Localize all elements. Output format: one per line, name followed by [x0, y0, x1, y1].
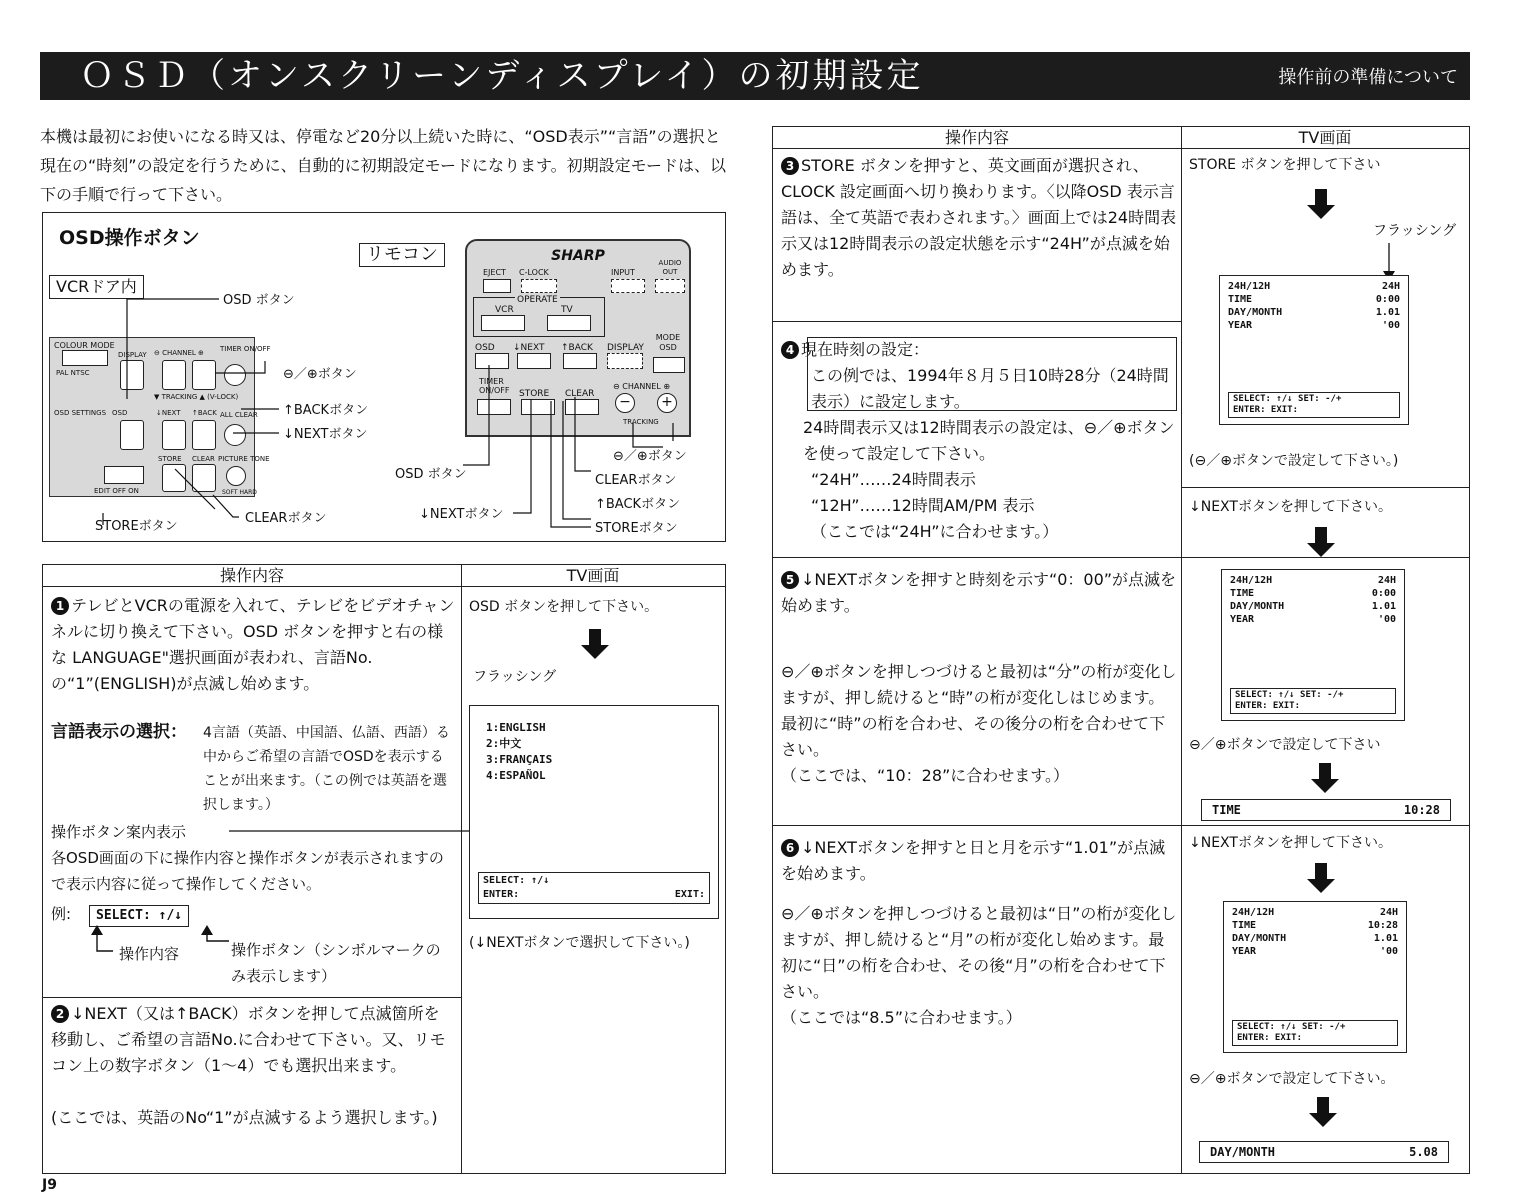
- button-label: 操作ボタン（シンボルマークのみ表示します）: [231, 941, 441, 985]
- tv-date-strip: DAY/MONTH 5.08: [1199, 1141, 1449, 1163]
- right-procedure-table: 操作内容 TV画面 3 STORE ボタンを押すと、英文画面が選択され、CLOCK 設定画面へ切り換わります。〈以降OSD 表示言語は、全て英語で表わされます。〉画面上では24時間表示又は12時間表示の設定状態を示す“24H”が点滅を始めます。 4 現在時刻の設定： この例では、1994年８月５日10時28分（24時間表示）に設定します。 24時間表示又は12時間表示の設定は、⊖／⊕ボタンを使って設定して下さい。 “24H”……24時間表示 “12H”……12時間AM/PM 表示 （ここでは“24H”に合わせます。） 5 ↓NEXTボタンを押すと時刻を示す“0：00”が点滅を始めます。 ⊖／⊕ボタンを押しつづけると最初は“分”の桁が変化しますが、押し続けると“時”の桁が変化しはじめます。最初に“時”の桁を合わせ、その後分の桁を合わせて下さい。 （ここでは、“10：28”に合わせます。） 6 ↓NEXTボタンを押すと日と月を示す“1.01”が点滅を始めます。 ⊖／⊕ボタンを押しつづけると最初は“日”の桁が変化しますが、押し続けると“月”の桁が変化し始めます。最初に“日”の桁を合わせ、その後“月”の桁を合わせて下さい。 （ここでは“8.5”に合わせます。） STORE ボタンを押して下さい フラッシング 24H/12H 24H TIME 0:00 DAY/MONTH 1.01 YEAR '00 SELECT: ↑/↓ SET: -/+ ENTER: EXIT: (⊖／⊕ボタンで設定して下さい。) ↓NEXTボタンを押して下さい。 24H/12H 24H TIME 0:00 DAY/MONTH 1.01 YEAR '00 SELECT: ↑/↓ SET: -/+ ENTER: EXIT: ⊖／⊕ボタンで設定して下さい TIME 10:28 ↓NEXTボタンを押して下さい。 24H/12H 24H TIME 10:28 DAY/MONTH 1.01 YEAR '00 SELECT: ↑/↓ SET: -/+ ENTER: EXIT: ⊖／⊕ボタンで設定して下さい。 DAY/MONTH 5.08: [772, 126, 1470, 1174]
- page-header: [40, 52, 1470, 100]
- step6-text2: ⊖／⊕ボタンを押しつづけると最初は“日”の桁が変化しますが、押し続けると“月”の桁が変化し始めます。最初に“日”の桁を合わせ、その後“月”の桁を合わせて下さい。: [781, 904, 1177, 1001]
- step4-text: 24時間表示又は12時間表示の設定は、⊖／⊕ボタンを使って設定して下さい。: [803, 418, 1175, 463]
- callout-minusplus: ⊖／⊕ボタン: [283, 367, 357, 382]
- callout-osd: OSD ボタン: [223, 293, 295, 308]
- callout-clear: CLEARボタン: [245, 511, 327, 526]
- tv1-note: (↓NEXTボタンで選択して下さい。): [469, 935, 690, 951]
- intro-text: 本機は最初にお使いになる時又は、停電など20分以上続いた時に、“OSD表示”“言語”の選択と現在の“時刻”の設定を行うために、自動的に初期設定モードになります。初期設定モードは、以下の手順で行って下さい。: [40, 127, 727, 204]
- col-header-tv-right: TV画面: [1181, 127, 1469, 149]
- remote-plus-button[interactable]: +: [657, 393, 677, 413]
- tv3-note: (⊖／⊕ボタンで設定して下さい。): [1189, 453, 1399, 469]
- tv5-note: ⊖／⊕ボタンで設定して下さい: [1189, 737, 1381, 753]
- vcr-door-image: COLOUR MODE PAL NTSC DISPLAY ⊖ CHANNEL ⊕ TIMER ON/OFF ▼ TRACKING ▲ (V-LOCK) OSD SETTINGS OSD ↓NEXT ↑BACK ALL CLEAR STORE CLEAR PICTURE TONE SOFT HARD EDIT OFF ON: [49, 337, 255, 497]
- callout-next: ↓NEXTボタン: [283, 427, 368, 442]
- step6-text: 6 ↓NEXTボタンを押すと日と月を示す“1.01”が点滅を始めます。: [781, 838, 1166, 883]
- panel-title: OSD操作ボタン: [59, 227, 200, 249]
- tv3-caption: STORE ボタンを押して下さい: [1189, 157, 1381, 173]
- step5-text: 5 ↓NEXTボタンを押すと時刻を示す“0：00”が点滅を始めます。: [781, 570, 1177, 615]
- tv5-caption: ↓NEXTボタンを押して下さい。: [1189, 499, 1392, 515]
- col-header-operation: 操作内容: [43, 565, 461, 587]
- guide-text: 各OSD画面の下に操作内容と操作ボタンが表示されますので表示内容に従って操作してください。: [51, 849, 444, 893]
- step1-text: 1 テレビとVCRの電源を入れて、テレビをビデオチャンネルに切り換えて下さい。OSD ボタンを押すと右の様な LANGUAGE"選択画面が表われ、言語No.の“1”(ENGLISH)が点滅し始めます。: [51, 596, 455, 693]
- guide-heading: 操作ボタン案内表示: [51, 823, 187, 841]
- flashing-label: フラッシング: [473, 669, 557, 685]
- page-title: ＯＳＤ（オンスクリーンディスプレイ）の初期設定: [80, 56, 924, 96]
- callout-store: STOREボタン: [95, 519, 178, 534]
- tv-date-screen: 24H/12H 24H TIME 10:28 DAY/MONTH 1.01 YEAR '00 SELECT: ↑/↓ SET: -/+ ENTER: EXIT:: [1223, 901, 1407, 1053]
- callout-lines: [43, 213, 727, 543]
- callout-osd-remote: OSD ボタン: [395, 467, 467, 482]
- remote-label: リモコン: [359, 243, 445, 267]
- tv6-note: ⊖／⊕ボタンで設定して下さい。: [1189, 1071, 1395, 1087]
- col-header-tv: TV画面: [461, 565, 725, 587]
- language-text: 4言語（英語、中国語、仏語、西語）る中からご希望の言語でOSDを表示することが出来ます。（この例では英語を選択します。）: [203, 725, 450, 813]
- col-header-operation-right: 操作内容: [773, 127, 1181, 149]
- step3-text: 3 STORE ボタンを押すと、英文画面が選択され、CLOCK 設定画面へ切り換わります。〈以降OSD 表示言語は、全て英語で表わされます。〉画面上では24時間表示又は12時間表示の設定状態を示す“24H”が点滅を始めます。: [781, 156, 1177, 279]
- tv6-caption: ↓NEXTボタンを押して下さい。: [1189, 835, 1392, 851]
- flashing-label: フラッシング: [1373, 223, 1457, 239]
- remote-image: SHARP EJECT C-LOCK INPUT AUDIO OUT OPERATE VCR TV MODE OSD OSD ↓NEXT ↑BACK DISPLAY TIMER ON/OFF STORE CLEAR ⊖ CHANNEL ⊕ − + TRACKING: [465, 239, 691, 437]
- callout-back-remote: ↑BACKボタン: [595, 497, 681, 512]
- tv-language-screen: 1:ENGLISH 2:中文 3:FRANÇAIS 4:ESPAÑOL SELECT: ↑/↓ ENTER: EXIT:: [469, 705, 719, 919]
- left-procedure-table: [42, 564, 726, 1174]
- page-number: J9: [42, 1177, 57, 1193]
- example-select-box: SELECT: ↑/↓: [89, 905, 189, 927]
- tv-time-screen: 24H/12H 24H TIME 0:00 DAY/MONTH 1.01 YEAR '00 SELECT: ↑/↓ SET: -/+ ENTER: EXIT:: [1221, 569, 1405, 721]
- step5-note: （ここでは、“10：28”に合わせます。）: [781, 766, 1070, 785]
- step4-head: 4 現在時刻の設定：: [781, 337, 1177, 363]
- tv-clock-screen: 24H/12H 24H TIME 0:00 DAY/MONTH 1.01 YEAR '00 SELECT: ↑/↓ SET: -/+ ENTER: EXIT:: [1219, 275, 1409, 425]
- callout-next-remote: ↓NEXTボタン: [419, 507, 504, 522]
- op-label: 操作内容: [119, 945, 180, 963]
- callout-back: ↑BACKボタン: [283, 403, 369, 418]
- vcr-door-label: VCRドア内: [49, 275, 144, 299]
- step6-note: （ここでは“8.5”に合わせます。）: [781, 1008, 1022, 1027]
- step4-box: この例では、1994年８月５日10時28分（24時間表示）に設定します。: [811, 366, 1169, 411]
- callout-minusplus-remote: ⊖／⊕ボタン: [613, 449, 687, 464]
- step5-text2: ⊖／⊕ボタンを押しつづけると最初は“分”の桁が変化しますが、押し続けると“時”の桁が変化しはじめます。最初に“時”の桁を合わせ、その後分の桁を合わせて下さい。: [781, 662, 1177, 759]
- tv-time-strip: TIME 10:28: [1201, 799, 1451, 821]
- step2-note: (ここでは、英語のNo“1”が点滅するよう選択します。): [51, 1108, 438, 1127]
- callout-store-remote: STOREボタン: [595, 521, 678, 536]
- osd-buttons-panel: [42, 212, 726, 542]
- section-label: 操作前の準備について: [1278, 67, 1458, 88]
- tv1-caption: OSD ボタンを押して下さい。: [469, 599, 659, 615]
- example-label: 例:: [51, 905, 72, 923]
- tv-guide-bar: SELECT: ↑/↓ ENTER: EXIT:: [478, 872, 710, 904]
- step2-text: 2 ↓NEXT（又は↑BACK）ボタンを押して点滅箇所を移動し、ご希望の言語No.に合わせて下さい。又、リモコン上の数字ボタン（1～4）でも選択出来ます。: [51, 1004, 446, 1075]
- step-number: 1: [51, 597, 69, 615]
- remote-minus-button[interactable]: −: [615, 393, 635, 413]
- callout-clear-remote: CLEARボタン: [595, 473, 677, 488]
- language-heading: 言語表示の選択：: [51, 722, 187, 742]
